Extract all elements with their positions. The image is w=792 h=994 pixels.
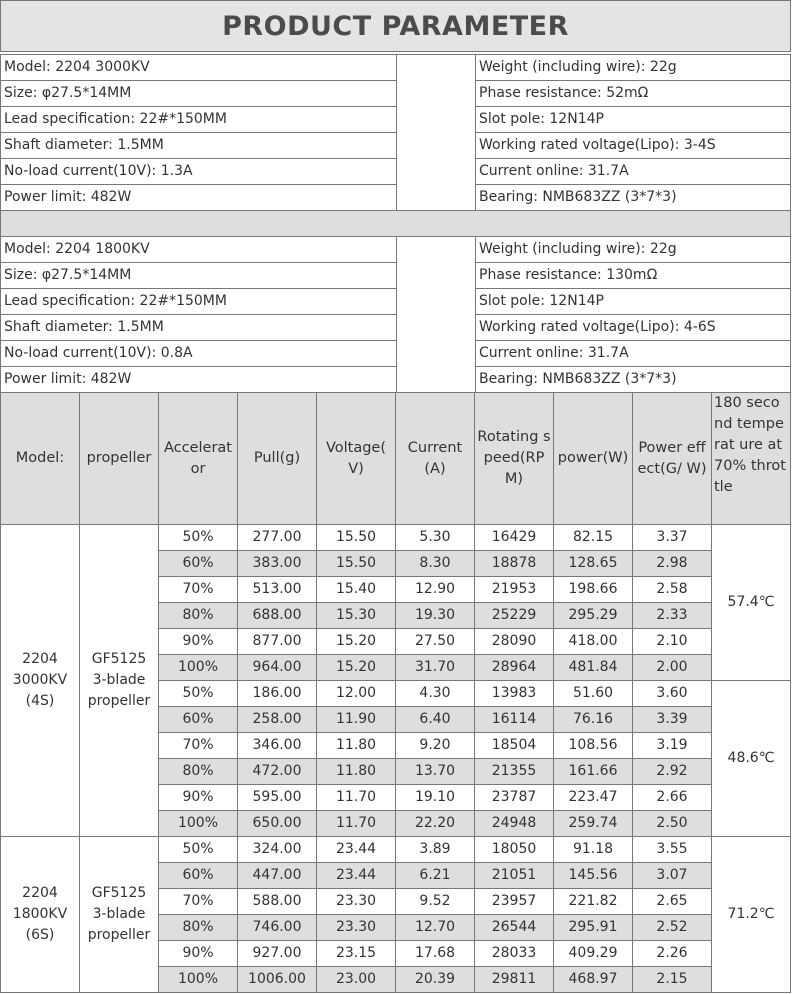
table-cell: 2.52 (632, 914, 712, 941)
table-cell: 295.29 (553, 602, 633, 629)
column-header: Rotating speed(RP M) (474, 392, 554, 525)
table-cell: 13983 (474, 680, 554, 707)
table-cell: 418.00 (553, 628, 633, 655)
table-cell: 15.30 (316, 602, 396, 629)
table-cell: 346.00 (237, 732, 317, 759)
table-cell: 588.00 (237, 888, 317, 915)
table-cell: 16429 (474, 524, 554, 551)
table-cell: 145.56 (553, 862, 633, 889)
table-cell: 3.07 (632, 862, 712, 889)
table-cell: 16114 (474, 706, 554, 733)
table-cell: 198.66 (553, 576, 633, 603)
table-cell: 21953 (474, 576, 554, 603)
table-cell: 3.55 (632, 836, 712, 863)
table-cell: 23957 (474, 888, 554, 915)
table-cell: 259.74 (553, 810, 633, 837)
table-cell: 513.00 (237, 576, 317, 603)
table-cell: 2.65 (632, 888, 712, 915)
table-cell: 50% (158, 836, 238, 863)
table-cell: 2.92 (632, 758, 712, 785)
table-cell: 595.00 (237, 784, 317, 811)
table-cell: 70% (158, 732, 238, 759)
table-cell: 1006.00 (237, 966, 317, 993)
temperature-cell: 71.2℃ (711, 836, 791, 993)
column-header: Pull(g) (237, 392, 317, 525)
table-cell: 28964 (474, 654, 554, 681)
table-cell: 50% (158, 524, 238, 551)
table-cell: 409.29 (553, 940, 633, 967)
table-cell: 15.40 (316, 576, 396, 603)
table-cell: 23.15 (316, 940, 396, 967)
table-cell: 6.21 (395, 862, 475, 889)
table-cell: 2.66 (632, 784, 712, 811)
table-cell: 82.15 (553, 524, 633, 551)
spec-right-item: Phase resistance: 52mΩ (475, 80, 791, 107)
table-cell: 13.70 (395, 758, 475, 785)
table-cell: 28033 (474, 940, 554, 967)
table-cell: 24948 (474, 810, 554, 837)
table-cell: 19.30 (395, 602, 475, 629)
table-cell: 481.84 (553, 654, 633, 681)
spec-right-item: Current online: 31.7A (475, 340, 791, 367)
table-cell: 2.00 (632, 654, 712, 681)
table-cell: 11.80 (316, 758, 396, 785)
table-cell: 9.52 (395, 888, 475, 915)
spec-left-item: Shaft diameter: 1.5MM (0, 314, 397, 341)
spec-right-item: Weight (including wire): 22g (475, 236, 791, 263)
table-cell: 15.20 (316, 628, 396, 655)
table-cell: 51.60 (553, 680, 633, 707)
spec-right-item: Working rated voltage(Lipo): 4-6S (475, 314, 791, 341)
table-cell: 25229 (474, 602, 554, 629)
table-cell: 18050 (474, 836, 554, 863)
page-title: PRODUCT PARAMETER (222, 10, 569, 42)
table-cell: 5.30 (395, 524, 475, 551)
spec-left-item: Shaft diameter: 1.5MM (0, 132, 397, 159)
table-cell: 688.00 (237, 602, 317, 629)
table-cell: 22.20 (395, 810, 475, 837)
table-cell: 31.70 (395, 654, 475, 681)
table-cell: 472.00 (237, 758, 317, 785)
title-bar (0, 0, 791, 52)
spec-left-item: Power limit: 482W (0, 366, 397, 393)
table-cell: 11.80 (316, 732, 396, 759)
spec-right-item: Working rated voltage(Lipo): 3-4S (475, 132, 791, 159)
table-cell: 27.50 (395, 628, 475, 655)
table-cell: 2.26 (632, 940, 712, 967)
column-header: Accelerat or (158, 392, 238, 525)
table-cell: 8.30 (395, 550, 475, 577)
table-cell: 91.18 (553, 836, 633, 863)
table-cell: 324.00 (237, 836, 317, 863)
table-cell: 2.58 (632, 576, 712, 603)
table-cell: 12.70 (395, 914, 475, 941)
spec-left-item: Lead specification: 22#*150MM (0, 288, 397, 315)
table-cell: 60% (158, 862, 238, 889)
table-cell: 6.40 (395, 706, 475, 733)
table-cell: 18504 (474, 732, 554, 759)
table-cell: 18878 (474, 550, 554, 577)
table-cell: 100% (158, 966, 238, 993)
table-cell: 15.20 (316, 654, 396, 681)
spec-left-item: Power limit: 482W (0, 184, 397, 211)
table-cell: 23.30 (316, 914, 396, 941)
table-cell: 20.39 (395, 966, 475, 993)
table-cell: 11.90 (316, 706, 396, 733)
table-cell: 3.89 (395, 836, 475, 863)
table-cell: 28090 (474, 628, 554, 655)
table-cell: 80% (158, 602, 238, 629)
table-cell: 19.10 (395, 784, 475, 811)
column-header: Model: (0, 392, 80, 525)
table-cell: 11.70 (316, 810, 396, 837)
motor-model-cell: 2204 1800KV (6S) (0, 836, 80, 993)
spec-right-item: Phase resistance: 130mΩ (475, 262, 791, 289)
column-header: Current (A) (395, 392, 475, 525)
propeller-cell: GF5125 3-blade propeller (79, 524, 159, 837)
table-cell: 23.44 (316, 862, 396, 889)
table-cell: 11.70 (316, 784, 396, 811)
table-cell: 128.65 (553, 550, 633, 577)
spec-left-item: Lead specification: 22#*150MM (0, 106, 397, 133)
table-cell: 80% (158, 914, 238, 941)
table-cell: 3.39 (632, 706, 712, 733)
spec-right-item: Bearing: NMB683ZZ (3*7*3) (475, 366, 791, 393)
table-cell: 108.56 (553, 732, 633, 759)
table-cell: 877.00 (237, 628, 317, 655)
spec-left-item: Size: φ27.5*14MM (0, 80, 397, 107)
table-cell: 447.00 (237, 862, 317, 889)
table-cell: 468.97 (553, 966, 633, 993)
table-cell: 3.37 (632, 524, 712, 551)
table-cell: 29811 (474, 966, 554, 993)
spec-spacer (396, 54, 476, 211)
table-cell: 15.50 (316, 524, 396, 551)
table-cell: 2.15 (632, 966, 712, 993)
spec-left-item: Size: φ27.5*14MM (0, 262, 397, 289)
spec-left-item: No-load current(10V): 0.8A (0, 340, 397, 367)
table-cell: 80% (158, 758, 238, 785)
spec-right-item: Weight (including wire): 22g (475, 54, 791, 81)
table-cell: 258.00 (237, 706, 317, 733)
table-cell: 650.00 (237, 810, 317, 837)
table-cell: 4.30 (395, 680, 475, 707)
spec-spacer (396, 236, 476, 393)
table-cell: 964.00 (237, 654, 317, 681)
table-cell: 383.00 (237, 550, 317, 577)
table-cell: 60% (158, 706, 238, 733)
table-cell: 23787 (474, 784, 554, 811)
table-cell: 70% (158, 888, 238, 915)
table-cell: 2.33 (632, 602, 712, 629)
column-header: Voltage( V) (316, 392, 396, 525)
table-cell: 26544 (474, 914, 554, 941)
column-header: 180 second temperat ure at 70% throttle (711, 392, 791, 525)
spec-left-item: Model: 2204 1800KV (0, 236, 397, 263)
table-cell: 90% (158, 628, 238, 655)
table-cell: 186.00 (237, 680, 317, 707)
propeller-cell: GF5125 3-blade propeller (79, 836, 159, 993)
table-cell: 76.16 (553, 706, 633, 733)
table-cell: 60% (158, 550, 238, 577)
table-cell: 223.47 (553, 784, 633, 811)
table-cell: 90% (158, 940, 238, 967)
column-header: propeller (79, 392, 159, 525)
spec-right-item: Current online: 31.7A (475, 158, 791, 185)
table-cell: 90% (158, 784, 238, 811)
temperature-cell: 48.6℃ (711, 680, 791, 837)
table-cell: 2.10 (632, 628, 712, 655)
motor-model-cell: 2204 3000KV (4S) (0, 524, 80, 837)
temperature-cell: 57.4℃ (711, 524, 791, 681)
table-cell: 21051 (474, 862, 554, 889)
spec-left-item: Model: 2204 3000KV (0, 54, 397, 81)
table-cell: 746.00 (237, 914, 317, 941)
table-cell: 23.30 (316, 888, 396, 915)
table-cell: 221.82 (553, 888, 633, 915)
table-cell: 3.60 (632, 680, 712, 707)
table-cell: 23.00 (316, 966, 396, 993)
table-cell: 161.66 (553, 758, 633, 785)
spec-right-item: Bearing: NMB683ZZ (3*7*3) (475, 184, 791, 211)
section-divider (0, 210, 791, 237)
spec-right-item: Slot pole: 12N14P (475, 106, 791, 133)
table-cell: 2.98 (632, 550, 712, 577)
table-cell: 15.50 (316, 550, 396, 577)
column-header: power(W) (553, 392, 633, 525)
table-cell: 50% (158, 680, 238, 707)
table-cell: 17.68 (395, 940, 475, 967)
table-cell: 100% (158, 810, 238, 837)
table-cell: 100% (158, 654, 238, 681)
spec-right-item: Slot pole: 12N14P (475, 288, 791, 315)
table-cell: 927.00 (237, 940, 317, 967)
table-cell: 277.00 (237, 524, 317, 551)
table-cell: 23.44 (316, 836, 396, 863)
column-header: Power effect(G/ W) (632, 392, 712, 525)
table-cell: 21355 (474, 758, 554, 785)
table-cell: 2.50 (632, 810, 712, 837)
table-cell: 3.19 (632, 732, 712, 759)
spec-left-item: No-load current(10V): 1.3A (0, 158, 397, 185)
table-cell: 12.90 (395, 576, 475, 603)
table-cell: 9.20 (395, 732, 475, 759)
table-cell: 12.00 (316, 680, 396, 707)
table-cell: 295.91 (553, 914, 633, 941)
table-cell: 70% (158, 576, 238, 603)
